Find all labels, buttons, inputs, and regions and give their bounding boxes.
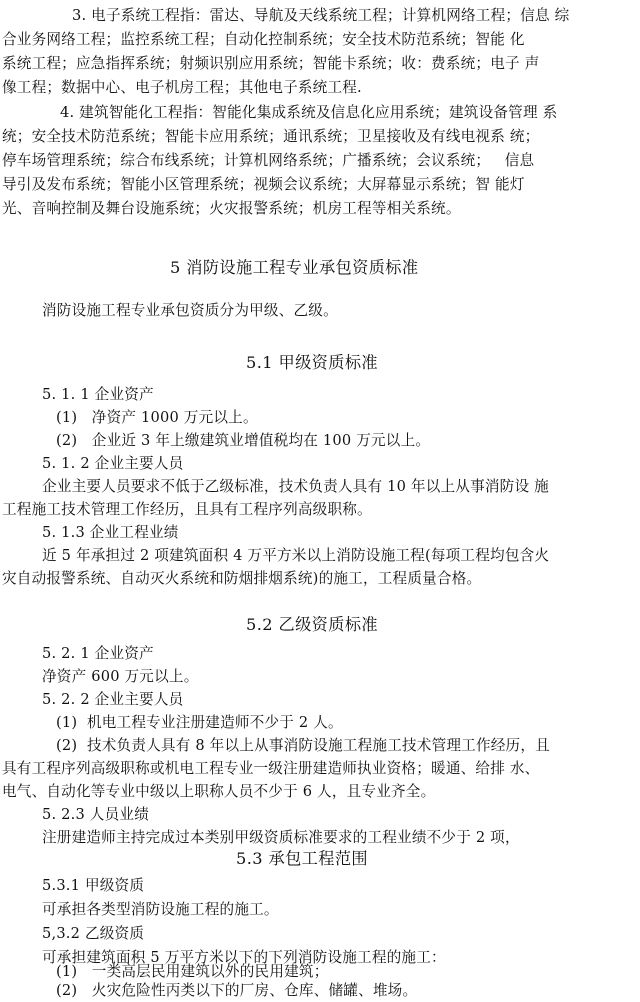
para-523: 注册建造师主持完成过本类别甲级资质标准要求的工程业绩不少于 2 项， bbox=[42, 829, 520, 846]
heading-513: 5. 1.3 企业工程业绩 bbox=[42, 524, 179, 541]
para-521: 净资产 600 万元以上。 bbox=[42, 668, 199, 685]
item-511-2: (2) 企业近 3 年上缴建筑业增值税均在 100 万元以上。 bbox=[56, 432, 431, 449]
item-532-2: (2) 火灾危险性丙类以下的厂房、仓库、储罐、堆场。 bbox=[56, 982, 418, 999]
heading-531: 5.3.1 甲级资质 bbox=[42, 877, 145, 894]
heading-521: 5. 2. 1 企业资产 bbox=[42, 645, 154, 662]
item4-line1: 4. 建筑智能化工程指：智能化集成系统及信息化应用系统；建筑设备管理 系 bbox=[60, 104, 558, 121]
heading-523: 5. 2.3 人员业绩 bbox=[42, 806, 149, 823]
item3-line3: 系统工程；应急指挥系统；射频识别应用系统；智能卡系统；收：费系统；电子 声 bbox=[2, 55, 540, 72]
item3-line4: 像工程；数据中心、电子机房工程；其他电子系统工程. bbox=[2, 79, 362, 96]
item4-line4: 导引及发布系统；智能小区管理系统；视频会议系统；大屏幕显示系统；智 能灯 bbox=[2, 176, 525, 193]
para-513-line2: 灾自动报警系统、自动灭火系统和防烟排烟系统)的施工，工程质量合格。 bbox=[2, 570, 482, 587]
item4-line2: 统；安全技术防范系统；智能卡应用系统；通讯系统；卫星接收及有线电视系 统； bbox=[2, 128, 540, 145]
section51-title: 5.1 甲级资质标准 bbox=[246, 353, 379, 372]
item3-line1: 3. 电子系统工程指：雷达、导航及天线系统工程；计算机网络工程；信息 综 bbox=[72, 7, 570, 24]
para-531: 可承担各类型消防设施工程的施工。 bbox=[42, 901, 279, 918]
para-513-line1: 近 5 年承担过 2 项建筑面积 4 万平方米以上消防设施工程(每项工程均包含火 bbox=[42, 547, 550, 564]
section52-title: 5.2 乙级资质标准 bbox=[246, 615, 379, 634]
heading-512: 5. 1. 2 企业主要人员 bbox=[42, 455, 184, 472]
para-532: 可承担建筑面积 5 万平方米以下的下列消防设施工程的施工： bbox=[42, 949, 446, 966]
item-522-1: (1) 机电工程专业注册建造师不少于 2 人。 bbox=[56, 714, 343, 731]
item4-line3: 停车场管理系统；综合布线系统；计算机网络系统；广播系统；会议系统； 信息 bbox=[2, 152, 535, 169]
item4-line5: 光、音响控制及舞台设施系统；火灾报警系统；机房工程等相关系统。 bbox=[2, 200, 461, 217]
item-522-2-line1: (2) 技术负责人具有 8 年以上从事消防设施工程施工技术管理工作经历，且 bbox=[56, 737, 550, 754]
item-522-2-line2: 具有工程序列高级职称或机电工程专业一级注册建造师执业资格；暖通、给排 水、 bbox=[2, 760, 540, 777]
section5-title: 5 消防设施工程专业承包资质标准 bbox=[170, 258, 419, 277]
item-511-1: (1) 净资产 1000 万元以上。 bbox=[56, 409, 258, 426]
para-512-line2: 工程施工技术管理工作经历，且具有工程序列高级职称。 bbox=[2, 501, 372, 518]
item-522-2-line3: 电气、自动化等专业中级以上职称人员不少于 6 人，且专业齐全。 bbox=[2, 783, 436, 800]
para-512-line1: 企业主要人员要求不低于乙级标准，技术负责人具有 10 年以上从事消防设 施 bbox=[42, 478, 549, 495]
section53-title: 5.3 承包工程范围 bbox=[236, 849, 369, 868]
heading-532: 5,3.2 乙级资质 bbox=[42, 925, 145, 942]
section5-intro: 消防设施工程专业承包资质分为甲级、乙级。 bbox=[42, 302, 338, 319]
heading-511: 5. 1. 1 企业资产 bbox=[42, 386, 154, 403]
heading-522: 5. 2. 2 企业主要人员 bbox=[42, 691, 184, 708]
item-532-1: (1) 一类高层民用建筑以外的民用建筑； bbox=[56, 963, 329, 980]
item3-line2: 合业务网络工程；监控系统工程；自动化控制系统；安全技术防范系统；智能 化 bbox=[2, 31, 525, 48]
